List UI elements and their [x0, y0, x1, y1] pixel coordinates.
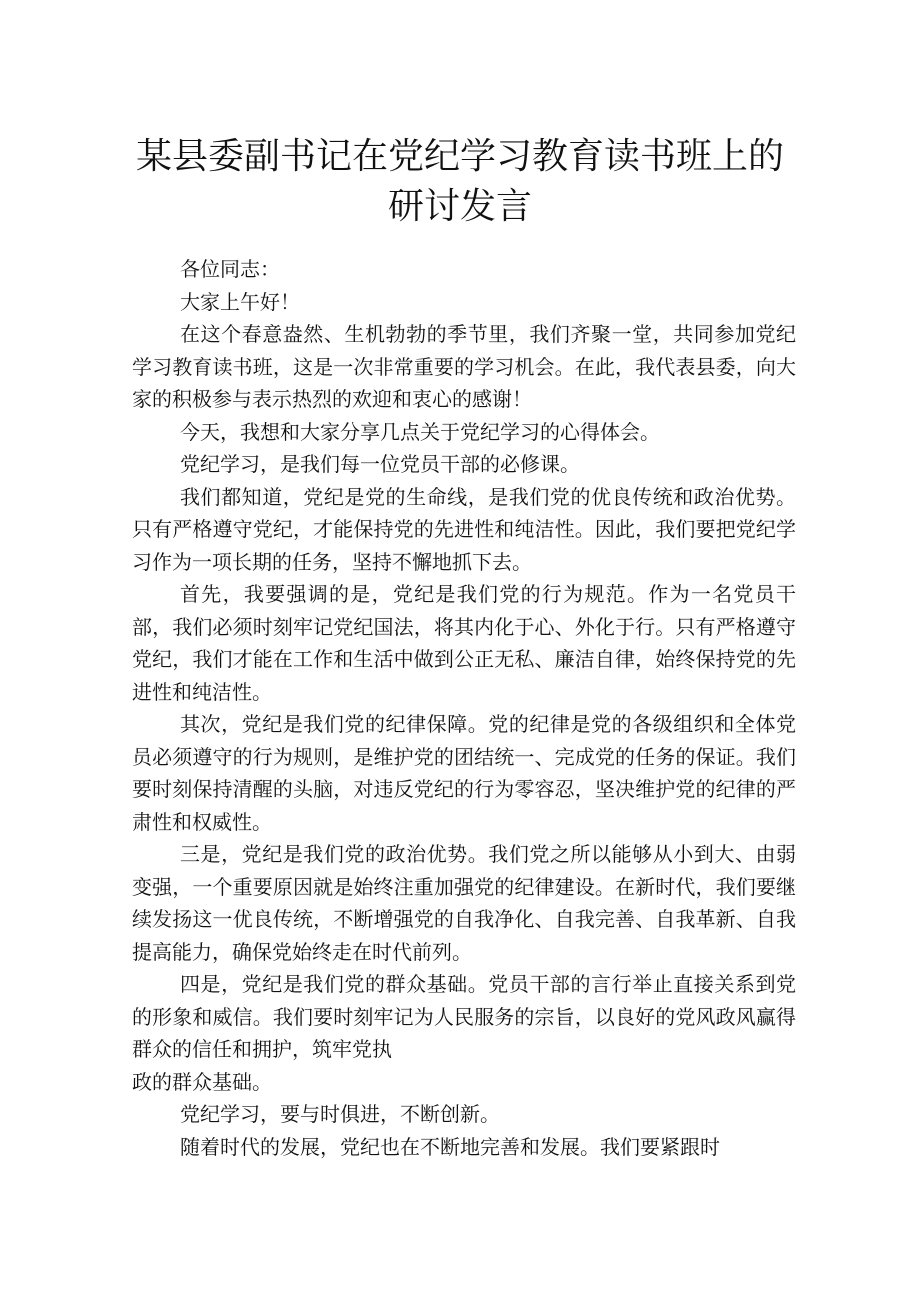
paragraph: 三是，党纪是我们党的政治优势。我们党之所以能够从小到大、由弱变强，一个重要原因就是始终注重加强党的纪律建设。在新时代，我们要继续发扬这一优良传统，不断增强党的自我净化、自我完善、自我革新、自我提高能力，确保党始终走在时代前列。	[132, 842, 796, 964]
paragraph-greeting: 各位同志：	[180, 257, 280, 281]
paragraph-continuation: 政的群众基础。	[132, 1069, 272, 1094]
paragraph: 今天，我想和大家分享几点关于党纪学习的心得体会。	[180, 419, 660, 444]
paragraph: 四是，党纪是我们党的群众基础。党员干部的言行举止直接关系到党的形象和威信。我们要时刻牢记为人民服务的宗旨，以良好的党风政风赢得群众的信任和拥护，筑牢党执	[132, 972, 796, 1061]
paragraph: 党纪学习，是我们每一位党员干部的必修课。	[180, 452, 580, 476]
document-title: 某县委副书记在党纪学习教育读书班上的研讨发言	[135, 136, 784, 227]
paragraph: 其次，党纪是我们党的纪律保障。党的纪律是党的各级组织和全体党员必须遵守的行为规则，是维护党的团结统一、完成党的任务的保证。我们要时刻保持清醒的头脑，对违反党纪的行为零容忍，坚决维护党的纪律的严肃性和权威性。	[132, 712, 796, 834]
paragraph-salutation: 大家上午好！	[180, 289, 300, 314]
paragraph: 我们都知道，党纪是党的生命线，是我们党的优良传统和政治优势。只有严格遵守党纪，才能保持党的先进性和纯洁性。因此，我们要把党纪学习作为一项长期的任务，坚持不懈地抓下去。	[132, 484, 796, 574]
paragraph: 在这个春意盎然、生机勃勃的季节里，我们齐聚一堂，共同参加党纪学习教育读书班，这是一次非常重要的学习机会。在此，我代表县委，向大家的积极参与表示热烈的欢迎和衷心的感谢！	[132, 322, 796, 411]
document-body	[132, 253, 796, 1163]
paragraph: 党纪学习，要与时俱进，不断创新。	[180, 1102, 500, 1126]
paragraph: 首先，我要强调的是，党纪是我们党的行为规范。作为一名党员干部，我们必须时刻牢记党纪国法，将其内化于心、外化于行。只有严格遵守党纪，我们才能在工作和生活中做到公正无私、廉洁自律，始终保持党的先进性和纯洁性。	[132, 582, 796, 704]
paragraph: 随着时代的发展，党纪也在不断地完善和发展。我们要紧跟时	[180, 1134, 720, 1159]
